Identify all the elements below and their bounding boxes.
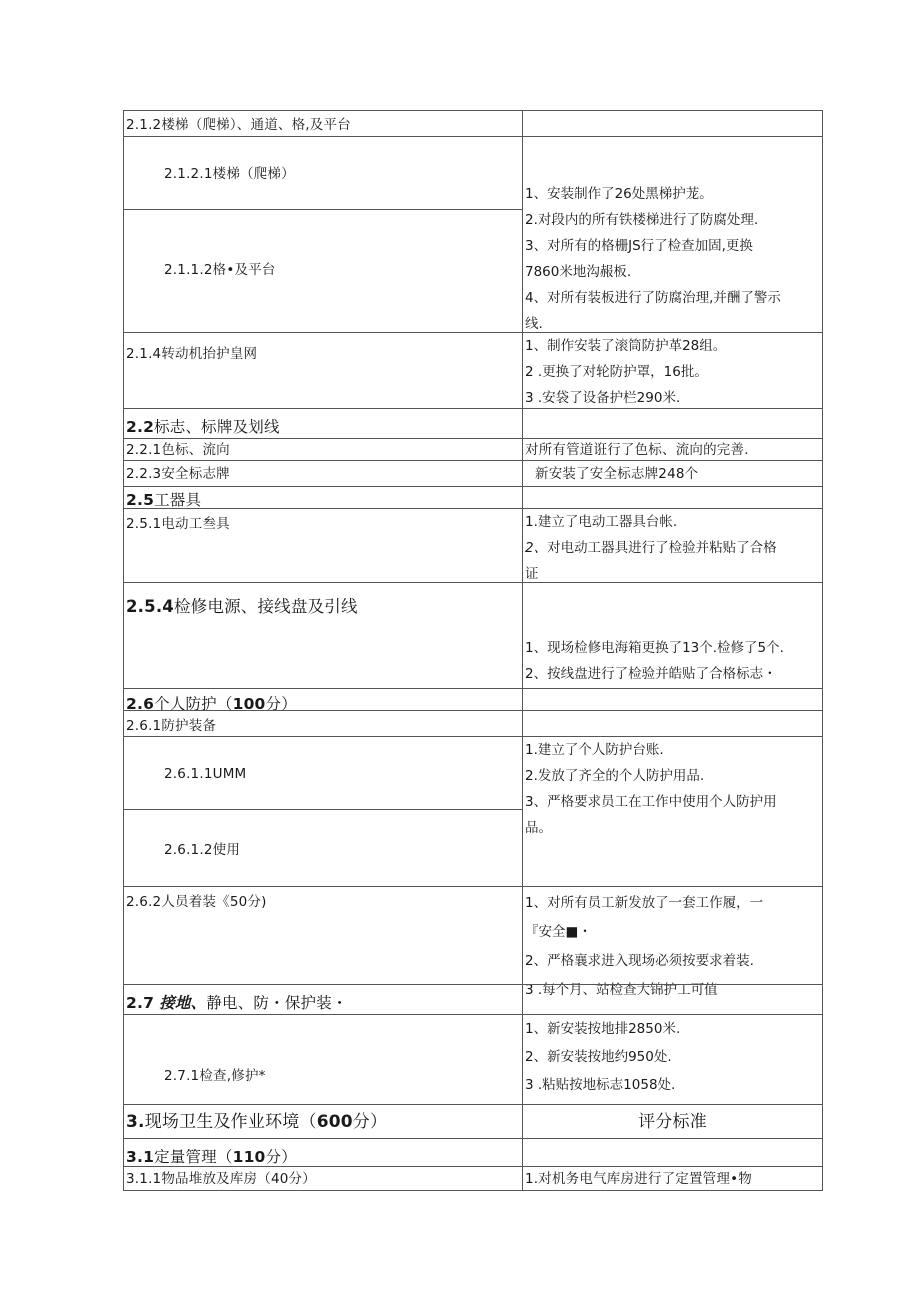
table-row [123,886,823,998]
column-header: 评分标准 [638,1112,707,1132]
cell-content: 1、新安装按地排2850米. 2、新安装按地约950处. 3 .粘贴按地标志1058处. [525,1021,681,1093]
cell-content: 1、对所有员工新发放了一套工作履，一 『安全■・ 2、严格襄求进入现场必须按要求着装. 3 .每个月、站检查大锦护工可值 [525,895,764,998]
row-label: 2.6.1防护装备 [126,718,217,734]
section-heading: 2.5.4检修电源、接线盘及引线 [126,597,358,616]
table-row [123,486,823,508]
row-label: 3.1.1物品堆放及库房（40分） [126,1171,316,1187]
table-row [123,110,823,136]
row-label: 2.6.1.1UMM [164,766,247,782]
table-row [123,438,823,460]
table-row [123,408,823,438]
section-heading: 3.1定量管理（110分） [126,1148,297,1166]
section-heading: 2.5工器具 [126,491,202,509]
row-label: 2.1.4转动机抬护皇网 [126,346,258,362]
cell-content: 1.建立了个人防护台账. 2.发放了齐全的个人防护用品. 3、严格要求员工在工作中使用个人防护用 品。 [525,742,777,836]
table-row [123,332,823,408]
cell-content: 1、安装制作了26处黑梯护茏。 2.对段内的所有铁楼梯进行了防腐处理. 3、对所有的格栅JS行了检查加固,更换 7860米地沟赧板. 4、对所有装板进行了防腐治理,并酬了警示 线. [525,186,781,332]
row-label: 2.2.1色标、流向 [126,442,230,458]
row-label: 2.5.1电动工叁具 [126,516,230,532]
divider [124,809,522,810]
section-heading: 2.2标志、标牌及划线 [126,418,280,436]
cell-content: 1.对机务电气库房进行了定置管理•物 [525,1171,752,1187]
table-row [123,1014,823,1104]
table-row [123,460,823,486]
row-label: 2.1.2楼梯（爬梯）、通道、格,及平台 [126,117,351,133]
table-row [123,736,823,886]
table-row [123,508,823,582]
table-row [123,1104,823,1138]
cell-content: 新安装了安全标志牌248个 [535,466,699,482]
divider [124,209,522,210]
row-label: 2.1.1.2格•及平台 [164,262,276,278]
row-label: 2.2.3安全标志牌 [126,466,230,482]
table-row [123,710,823,736]
section-heading: 2.7 接地、静电、防・保护装・ [126,994,348,1012]
section-heading: 3.现场卫生及作业环境（600分） [126,1112,388,1132]
section-heading: 2.6个人防护（100分） [126,695,297,713]
row-label: 2.6.2人员着装《50分) [126,894,267,910]
table-row [123,582,823,688]
cell-content: 对所有管道诳行了色标、流向的完善. [525,442,749,458]
document-table [123,110,823,1191]
table-row [123,688,823,713]
row-label: 2.6.1.2使用 [164,842,241,858]
cell-content: 1、制作安装了滚筒防护革28组。 2 .更换了对轮防护罩，16批。 3 .安袋了设备护栏290米. [525,338,727,406]
cell-content: 1.建立了电动工器具台帐. 2、对电动工器具进行了检验并粘贴了合格 证 [525,514,777,582]
table-row [123,984,823,1014]
table-row [123,1166,823,1191]
row-label: 2.1.2.1楼梯（爬梯） [164,166,295,182]
cell-content: 1、现场检修电海箱更换了13个.检修了5个. 2、按线盘进行了检验并皓贴了合格标志・ [525,640,784,682]
row-label: 2.7.1检查,修护* [164,1068,266,1084]
table-row [123,136,823,332]
table-row [123,1138,823,1166]
